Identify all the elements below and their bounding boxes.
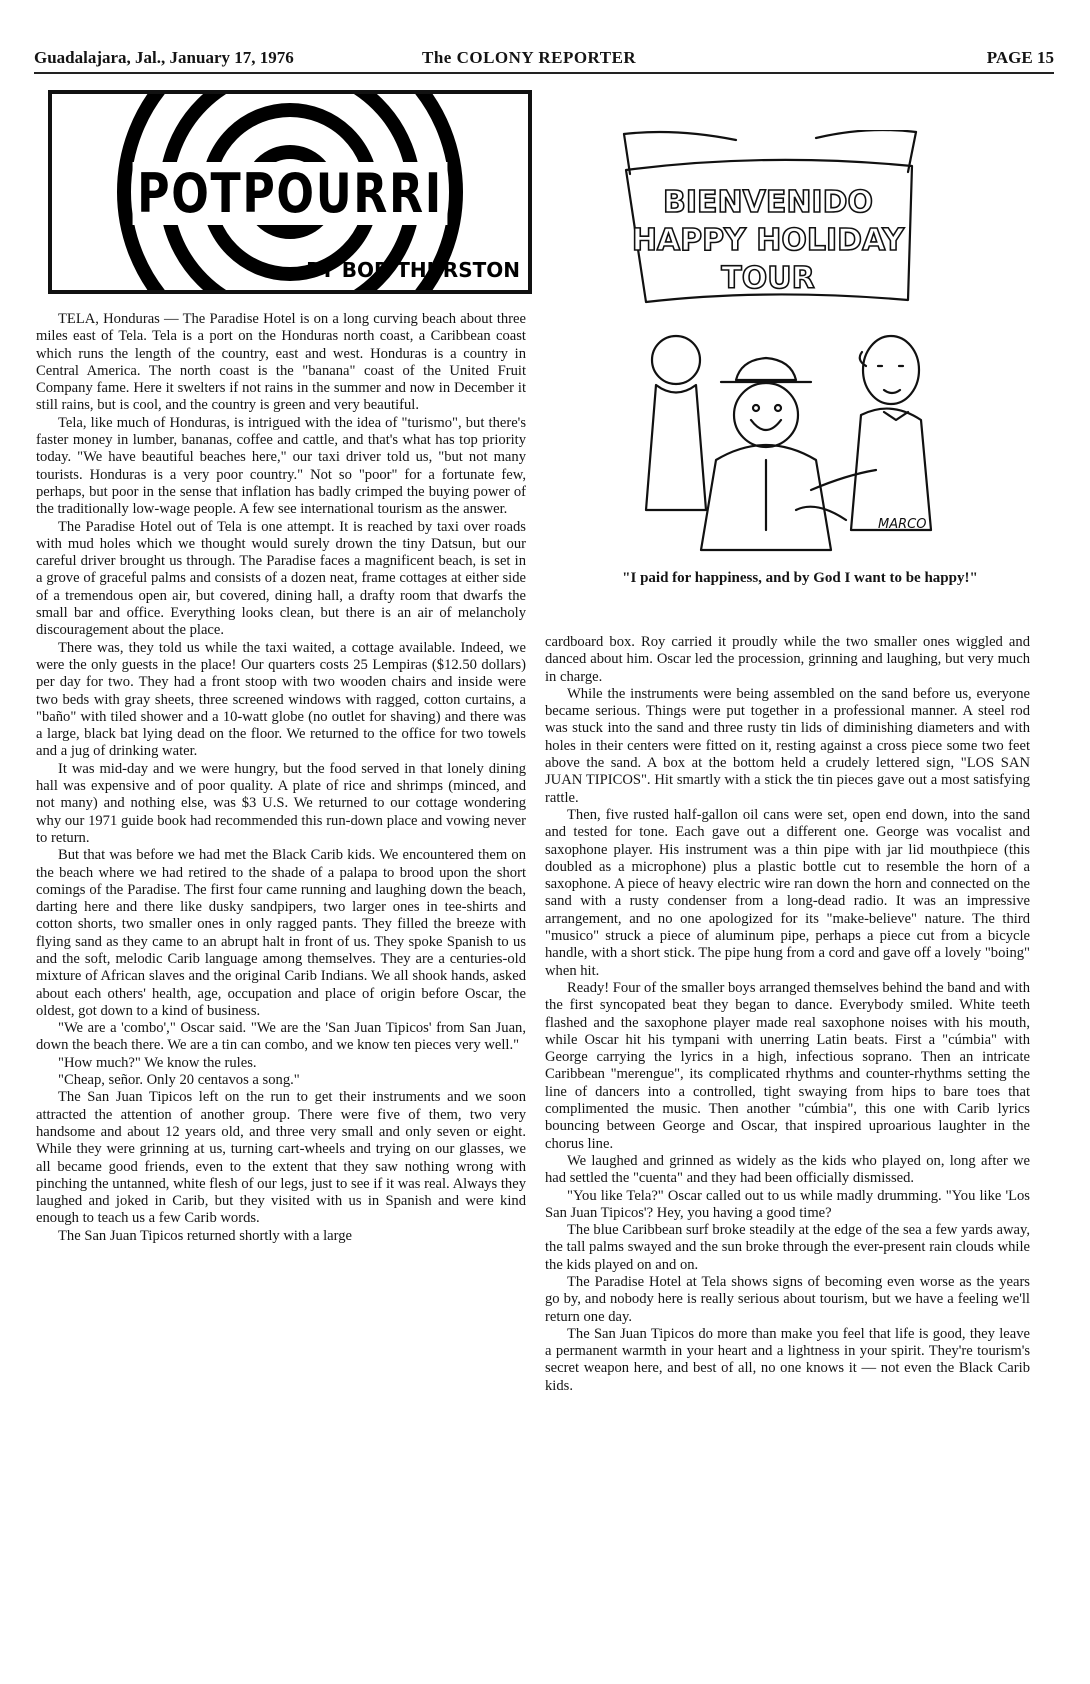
article-paragraph: "How much?" We know the rules. [58, 1054, 257, 1071]
page-header [34, 44, 1054, 74]
article-paragraph: "We are a 'combo'," Oscar said. "We are the 'San Juan Tipicos' from San Juan, down the beach there. We are a tin can combo, and we know ten pieces very well." [36, 1020, 526, 1054]
article-column-right [545, 634, 1030, 1395]
article-paragraph: Ready! Four of the smaller boys arranged themselves behind the band and with the first syncopated beat they began to dance. Everybody smiled. White teeth flashed and the saxophone player made real saxophone noises with his mouth, while Oscar hit his tympani with unerring Latin beats. First a "cúmbia" with George carrying the lyrics in a high, infectious soprano. Then an intricate Caribbean "merengue", its complicated rhythms and counter-rhythms setting the line of dancers into a controlled, tight swaying from hips to bare toes that complimented the music. Then another "cúmbia", this one with Carib lyrics bouncing between George and Oscar, that inspired uproarious laughter in the chorus line. [545, 979, 1030, 1152]
article-paragraph: The Paradise Hotel out of Tela is one attempt. It is reached by taxi over roads with mud holes which we thought would surely drown the tiny Datsun, but our careful driver brought us through. The Paradise faces a magnificent beach, is set in a grove of graceful palms and consists of a dozen neat, frame cottages at either side of a tremendous open air, but covered, dining hall, a drafty room that dwarfs the small bar and office. Everything looks clean, but there is an air of melancholy discouragement about the place. [36, 518, 526, 639]
banner-byline: BY BOB THURSTON [306, 258, 520, 282]
article-paragraph: We laughed and grinned as widely as the kids who played on, long after we had settled the "cuenta" and they had been officially dismissed. [545, 1152, 1030, 1187]
article-paragraph: It was mid-day and we were hungry, but the food served in that lonely dining hall was expensive and of poor quality. A plate of rice and shrimps (minced, and not many) and nothing else, was $3 U.S. We returned to our cottage wondering why our 1971 guide book had recommended this run-down place and vowing never to return. [36, 760, 526, 846]
article-paragraph: While the instruments were being assembled on the sand before us, everyone became serious. Things were put together in a professional manner. A steel rod was stuck into the sand and three rusty tin lids of diminishing diameters and with holes in their centers were fitted on it, resting against a cross piece some two feet above the sand. A box at the bottom held a crudely lettered sign, "LOS SAN JUAN TIPICOS". Hit smartly with a stick the tin pieces gave out a most satisfying rattle. [545, 685, 1030, 806]
article-paragraph: Tela, like much of Honduras, is intrigued with the idea of "turismo", but there's faster money in lumber, bananas, coffee and cattle, and that's what has top priority today. "We have beautiful beaches here," our taxi driver told us, "but not many tourists. Honduras is a very poor country." Not so "poor" for a fortunate few, perhaps, but poor in the sense that inflation has badly crimped the buying power of the traditionally low-wage people. A few see international tourism as the answer. [36, 414, 526, 518]
banner-title: POTPOURRI [95, 162, 485, 225]
article-paragraph: The Paradise Hotel at Tela shows signs of becoming even worse as the years go by, and nobody here is really serious about tourism, but we have a feeling we'll return one day. [545, 1273, 1030, 1325]
cartoon-illustration [616, 130, 1036, 566]
cartoon-caption: "I paid for happiness, and by God I want to be happy!" [622, 570, 978, 586]
article-paragraph: The blue Caribbean surf broke steadily at the edge of the sea a few yards away, the tall palms swayed and the sun broke through the ever-present rain clouds while the kids played on and on. [545, 1222, 1030, 1273]
article-paragraph: "Cheap, señor. Only 20 centavos a song." [58, 1072, 300, 1089]
dateline: Guadalajara, Jal., January 17, 1976 [34, 48, 294, 67]
article-paragraph: cardboard box. Roy carried it proudly while the two smaller ones wiggled and danced about him. Oscar led the procession, grinning and laughing, but very much in charge. [545, 634, 1030, 685]
article-paragraph: But that was before we had met the Black Carib kids. We encountered them on the beach where we had retired to the shade of a palapa to brood upon the short comings of the Paradise. The first four came running and laughing down the beach, darting here and there like dusky sandpipers, two larger ones in tee-shirts and cotton shorts, two smaller ones in only ragged pants. They filled the breeze with flying sand as they came to an abrupt halt in front of us. They spoke Spanish to us and the soft, melodic Carib language among themselves. They are a centuries-old mixture of African slaves and the original Carib Indians. We all shook hands, asked about each others' health, age, occupation and place of origin before Oscar, the oldest, got down to a kind of business. [36, 847, 526, 1019]
article-paragraph: The San Juan Tipicos do more than make you feel that life is good, they leave a permanent warmth in your heart and a lightness in your spirit. They're tourism's secret weapon here, and best of all, no one knows it — not even the Black Carib kids. [545, 1325, 1030, 1394]
column-banner [48, 90, 532, 294]
sign-line-1: BIENVENIDO [662, 185, 874, 220]
sign-line-3: TOUR [721, 261, 815, 296]
article-paragraph: There was, they told us while the taxi waited, a cottage available. Indeed, we were the only guests in the place! Our quarters costs 25 Lempiras ($12.50 dollars) per day for two. They had a front stoop with two wooden chairs and inside were two beds with gray sheets, three screened windows with ragged, cotton curtains, a "baño" with tiled shower and a 10-watt globe (no outlet for shaving) and there was a large, black bat lying dead on the floor. We returned to the office for two towels and a jug of drinking water. [36, 639, 526, 760]
article-paragraph: The San Juan Tipicos left on the run to get their instruments and we soon attracted the attention of another group. There were five of them, two very handsome and about 12 years old, and three very small and only seven or eight. While they were grinning at us, turning cart-wheels and trying on our glasses, we all became good friends, even to the extent that they saw nothing wrong with pinching the untanned, white flesh of our legs, just to see if it was real. Always they laughed and joked in Carib, but they visited with us in Spanish and were kind enough to teach us a few Carib words. [36, 1089, 526, 1227]
article-column-left [36, 311, 526, 1245]
article-paragraph: TELA, Honduras — The Paradise Hotel is on a long curving beach about three miles east of Tela. Tela is a port on the Honduras north coast, a Caribbean coast which runs the length of the country, east and west. Honduras is a country in Central America. The north coast is the "banana" coast of the United Fruit Company fame. Here it swelters if not rains in the summer and now in December it still rains, but is cool, and the country is green and very beautiful. [36, 311, 526, 414]
page-number: PAGE 15 [986, 48, 1054, 67]
newspaper-title: The COLONY REPORTER [422, 48, 637, 67]
article-paragraph: "You like Tela?" Oscar called out to us while madly drumming. "You like 'Los San Juan Tipicos'? Hey, you having a good time? [545, 1187, 1030, 1221]
article-paragraph: The San Juan Tipicos returned shortly with a large [58, 1227, 352, 1244]
article-paragraph: Then, five rusted half-gallon oil cans were set, open end down, into the sand and tested for tone. Each gave out a different one. George was vocalist and saxophone player. His instrument was a thin pipe with jar lid mouthpiece (this doubled as a microphone) plus a plastic bottle cut to resemble the horn of a saxophone. A piece of heavy electric wire ran down the horn and connected on the sand with a rusty condenser from a long-dead radio. It was an impressive arrangement, and no one apologized for its "make-believe" nature. The third "musico" struck a piece of aluminum pipe, perhaps a piece cut from a bicycle handle, with a short stick. The pipe hung from a cord and gave off a lovely "boing" when hit. [545, 806, 1030, 979]
sign-line-2: HAPPY HOLIDAY [631, 223, 905, 258]
artist-signature: MARCO [878, 517, 927, 532]
